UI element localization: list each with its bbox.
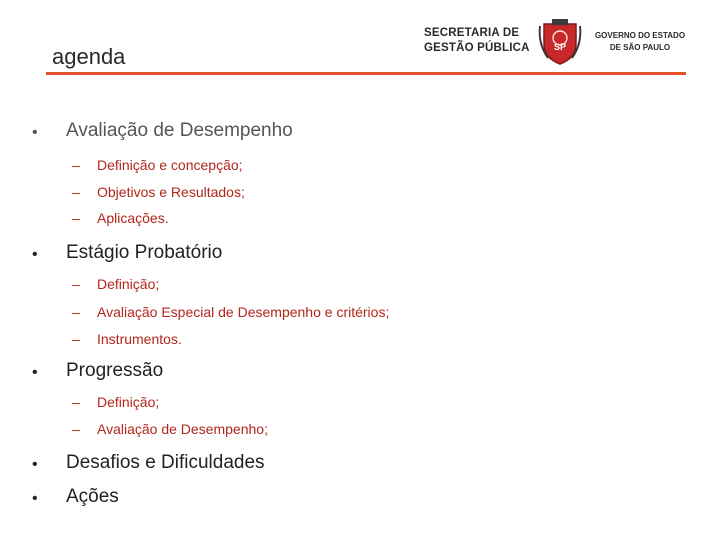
header-logos xyxy=(420,18,690,66)
secretaria-line-1: SECRETARIA DE xyxy=(424,27,520,39)
agenda-subitem-label: Definição; xyxy=(97,276,160,292)
seal-label: SP xyxy=(553,42,567,52)
agenda-subitem-label: Aplicações. xyxy=(97,210,169,226)
secretaria-logo-text xyxy=(424,26,530,56)
dash-icon: – xyxy=(72,210,80,226)
agenda-subitem-label: Objetivos e Resultados; xyxy=(97,184,245,200)
title-rule xyxy=(46,72,686,75)
dash-icon: – xyxy=(72,394,80,410)
bullet-icon: • xyxy=(32,246,38,263)
agenda-item-label: Avaliação de Desempenho xyxy=(66,120,293,141)
agenda-subitem-label: Instrumentos. xyxy=(97,331,182,347)
dash-icon: – xyxy=(72,157,80,173)
agenda-item-label: Estágio Probatório xyxy=(66,242,223,263)
agenda-item-label: Desafios e Dificuldades xyxy=(66,452,265,473)
dash-icon: – xyxy=(72,421,80,437)
governo-line-1: GOVERNO DO ESTADO xyxy=(594,31,686,40)
dash-icon: – xyxy=(72,304,80,320)
dash-icon: – xyxy=(72,331,80,347)
agenda-subitem-label: Avaliação de Desempenho; xyxy=(97,421,268,437)
agenda-item-label: Progressão xyxy=(66,360,164,381)
dash-icon: – xyxy=(72,276,80,292)
sao-paulo-seal-icon xyxy=(538,18,582,66)
governo-line-2: DE SÃO PAULO xyxy=(609,43,671,52)
agenda-subitem-label: Definição; xyxy=(97,394,160,410)
bullet-icon: • xyxy=(32,490,38,507)
bullet-icon: • xyxy=(32,456,38,473)
agenda-item-label: Ações xyxy=(66,486,119,507)
secretaria-line-2: GESTÃO PÚBLICA xyxy=(424,42,530,54)
agenda-subitem-label: Definição e concepção; xyxy=(97,157,243,173)
governo-logo-text xyxy=(590,30,690,54)
dash-icon: – xyxy=(72,184,80,200)
agenda-subitem-label: Avaliação Especial de Desempenho e critérios; xyxy=(97,304,390,320)
bullet-icon: • xyxy=(32,124,38,141)
page-title: agenda xyxy=(52,44,126,69)
bullet-icon: • xyxy=(32,364,38,381)
